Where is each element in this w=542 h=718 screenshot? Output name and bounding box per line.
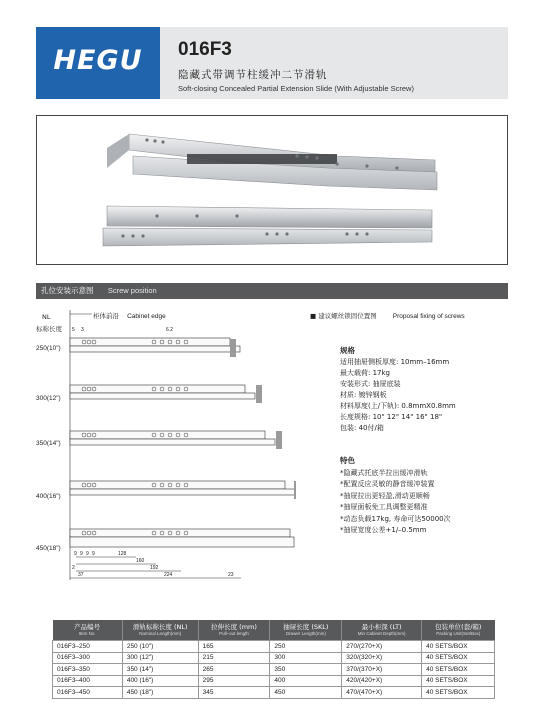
col-min-cabinet-depth (342, 620, 422, 641)
features-block (340, 455, 510, 537)
dim-5: 5 (72, 327, 75, 333)
size-label-300: 300(12") (36, 395, 61, 402)
brand-logo (36, 27, 160, 99)
dim-9-a: 9 (74, 551, 77, 557)
dim-6-2: 6.2 (166, 327, 173, 333)
table-cell: 320/(320+X) (342, 652, 422, 664)
spec-line: 材料厚度(上/下轨): 0.8mmX0.8mm (340, 402, 456, 410)
table-row (53, 652, 495, 664)
specifications-block (340, 345, 510, 434)
feature-line: *动态负载17kg, 寿命可达50000次 (340, 514, 451, 523)
table-cell: 016F3–300 (53, 652, 123, 664)
fixing-note-en: Proposal fixing of screws (392, 313, 465, 320)
size-label-250: 250(10") (36, 345, 61, 352)
table-cell: 40 SETS/BOX (422, 687, 495, 699)
table-cell: 165 (198, 641, 270, 653)
logo-text: HEGU (53, 45, 143, 76)
size-label-350: 350(14") (36, 440, 61, 447)
nl-label-cn: 标称长度 (36, 325, 62, 333)
col-item-no (53, 620, 123, 641)
header-en: Packing Unit(Set/Box) (436, 631, 481, 636)
rail-drawings (36, 305, 296, 585)
table-cell: 250 (10") (122, 641, 198, 653)
section-title-en: Screw position (107, 286, 157, 295)
spec-line: 最大载荷: 17kg (340, 369, 390, 377)
table-cell: 350 (270, 664, 342, 676)
product-title-en: Soft-closing Concealed Partial Extension Slide (With Adjustable Screw) (178, 84, 414, 93)
table-cell: 295 (198, 675, 270, 687)
table-cell: 265 (198, 664, 270, 676)
table-row (53, 687, 495, 699)
table-row (53, 664, 495, 676)
section-title-cn: 孔位安装示意图 (41, 286, 94, 295)
spec-line: 适用抽屉侧板厚度: 10mm–16mm (340, 358, 450, 366)
dim-9-d: 9 (92, 551, 95, 557)
col-nominal-length (122, 620, 198, 641)
dim-224: 224 (164, 572, 173, 578)
dim-128: 128 (118, 551, 127, 557)
dim-23: 23 (228, 572, 234, 578)
size-label-450: 450(18") (36, 545, 61, 552)
cabinet-edge-en: Cabinet edge (127, 313, 166, 320)
feature-line: *抽屉面板免工具调整更精准 (340, 503, 428, 511)
cabinet-edge-cn: 柜体前沿 (93, 312, 119, 320)
product-photo (36, 115, 508, 265)
header-en: Drawer Length(mm) (285, 631, 326, 636)
feature-line: *隐藏式托底半拉出缓冲滑轨 (340, 468, 428, 477)
nl-label: NL (42, 313, 51, 321)
table-cell: 300 (270, 652, 342, 664)
header-en: Min Cabinet Depth(mm) (357, 631, 406, 636)
col-packing-unit (422, 620, 495, 641)
screw-position-diagram (36, 305, 296, 585)
dim-9-c: 9 (86, 551, 89, 557)
table-cell: 016F3–350 (53, 664, 123, 676)
feature-line: *抽屉宽度公差+1/–0.5mm (340, 526, 427, 534)
table-cell: 40 SETS/BOX (422, 664, 495, 676)
table-row (53, 641, 495, 653)
table-row (53, 675, 495, 687)
header-banner (36, 27, 508, 99)
product-spec-table (52, 620, 495, 699)
col-drawer-length (270, 620, 342, 641)
fixing-note-cn: ■ 建议螺丝锁固位置图 (310, 312, 377, 320)
table-cell: 420/(420+X) (342, 675, 422, 687)
col-pullout-length (198, 620, 270, 641)
spec-line: 安装形式: 抽屉底装 (340, 380, 401, 388)
table-cell: 400 (270, 675, 342, 687)
feature-line: *抽屉拉出更轻盈,滑动更顺畅 (340, 491, 430, 500)
header-en: Nominal Length(mm) (139, 631, 182, 636)
spec-line: 长度规格: 10" 12" 14" 16" 18" (340, 413, 443, 421)
table-cell: 370/(370+X) (342, 664, 422, 676)
header-en: Item No. (78, 631, 96, 636)
dim-9-b: 9 (80, 551, 83, 557)
dim-192: 192 (150, 565, 159, 571)
header-cn: 包装单位(套/箱) (435, 623, 482, 631)
table-cell: 40 SETS/BOX (422, 641, 495, 653)
table-cell: 016F3–250 (53, 641, 123, 653)
dim-37: 37 (78, 572, 84, 578)
table-cell: 400 (16") (122, 675, 198, 687)
dim-2: 2 (72, 565, 75, 571)
section-header (36, 283, 508, 299)
product-title-cn: 隐藏式带调节柱缓冲二节滑轨 (178, 69, 328, 81)
table-cell: 345 (198, 687, 270, 699)
spec-line: 包装: 40付/箱 (340, 424, 384, 432)
table-cell: 300 (12") (122, 652, 198, 664)
header-cn: 产品编号 (74, 623, 101, 631)
table-cell: 40 SETS/BOX (422, 675, 495, 687)
feature-line: *配置反应灵敏的静音缓冲装置 (340, 480, 435, 488)
dim-160: 160 (136, 558, 145, 564)
header-cn: 抽屉长度 (SKL) (283, 623, 329, 631)
table-cell: 350 (14") (122, 664, 198, 676)
specs-title: 规格 (340, 346, 355, 355)
table-cell: 470/(470+X) (342, 687, 422, 699)
table-cell: 270/(270+X) (342, 641, 422, 653)
fixing-note (310, 311, 465, 320)
table-cell: 450 (270, 687, 342, 699)
model-code: 016F3 (178, 39, 232, 60)
table-cell: 250 (270, 641, 342, 653)
dim-3: 3 (81, 327, 84, 333)
table-cell: 016F3–450 (53, 687, 123, 699)
header-en: Pull–out length (219, 631, 249, 636)
header-cn: 最小柜深 (LT) (361, 623, 402, 631)
table-cell: 016F3–400 (53, 675, 123, 687)
table-cell: 215 (198, 652, 270, 664)
table-cell: 450 (18") (122, 687, 198, 699)
size-label-400: 400(16") (36, 493, 61, 500)
spec-line: 材质: 镀锌钢板 (340, 391, 387, 399)
table-cell: 40 SETS/BOX (422, 652, 495, 664)
header-cn: 滑轨标称长度 (NL) (132, 623, 188, 631)
header-cn: 拉伸长度 (mm) (211, 623, 257, 631)
table-header-row (53, 620, 495, 641)
features-title: 特色 (340, 456, 355, 465)
slide-rail-illustration (37, 116, 507, 264)
